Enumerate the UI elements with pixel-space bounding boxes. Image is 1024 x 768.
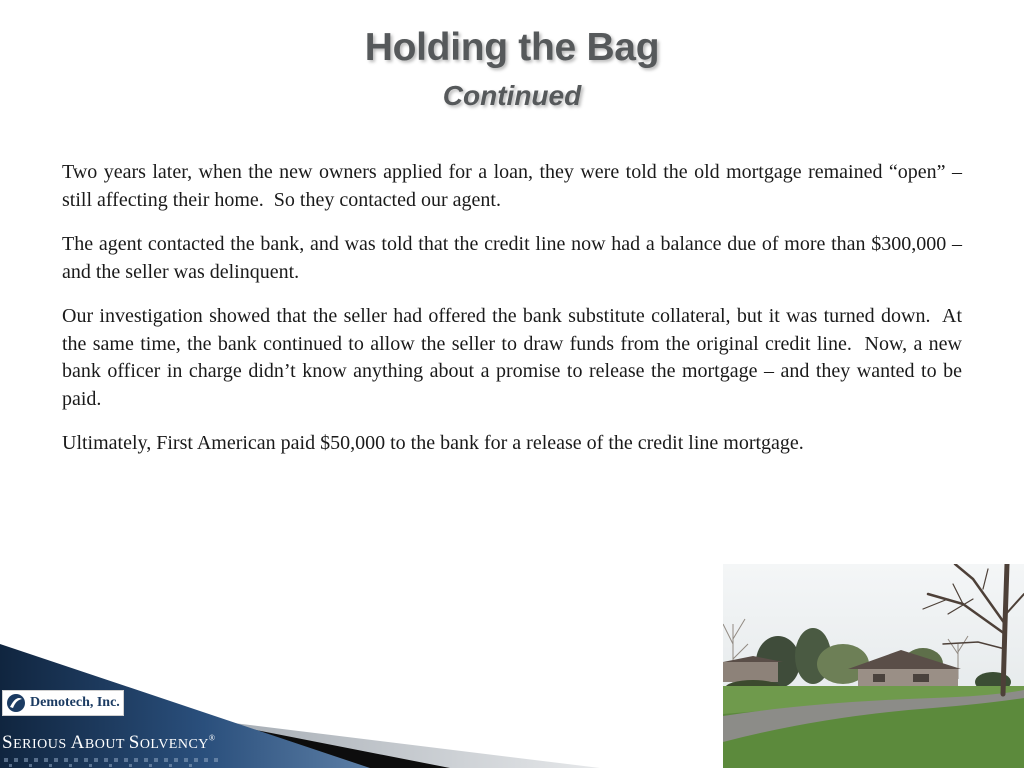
paragraph-2: The agent contacted the bank, and was told that the credit line now had a balance due of more than $300,000 – and the seller was delinquent. bbox=[62, 233, 962, 283]
slide-subtitle: Continued bbox=[442, 80, 582, 111]
paragraph-4: Ultimately, First American paid $50,000 to the bank for a release of the credit line mortgage. bbox=[62, 432, 804, 454]
logo-text: Demotech, Inc. bbox=[30, 695, 120, 710]
slide-title: Holding the Bag bbox=[364, 26, 660, 69]
slide-body bbox=[62, 159, 962, 475]
demotech-logo bbox=[2, 690, 124, 716]
paragraph-1: Two years later, when the new owners applied for a loan, they were told the old mortgage remained “open” – still affecting their home. So they contacted our agent. bbox=[62, 161, 962, 211]
paragraph-3: Our investigation showed that the seller had offered the bank substitute collateral, but it was turned down. At the same time, the bank continued to allow the seller to draw funds from the original credit line. Now, a new bank officer in charge didn’t know anything about a promise to release the mortgage – and they wanted to be paid. bbox=[62, 305, 962, 410]
globe-logo-icon bbox=[6, 693, 26, 713]
house-photo bbox=[723, 564, 1024, 768]
tagline: SERIOUS ABOUT SOLVENCY® bbox=[2, 732, 216, 753]
